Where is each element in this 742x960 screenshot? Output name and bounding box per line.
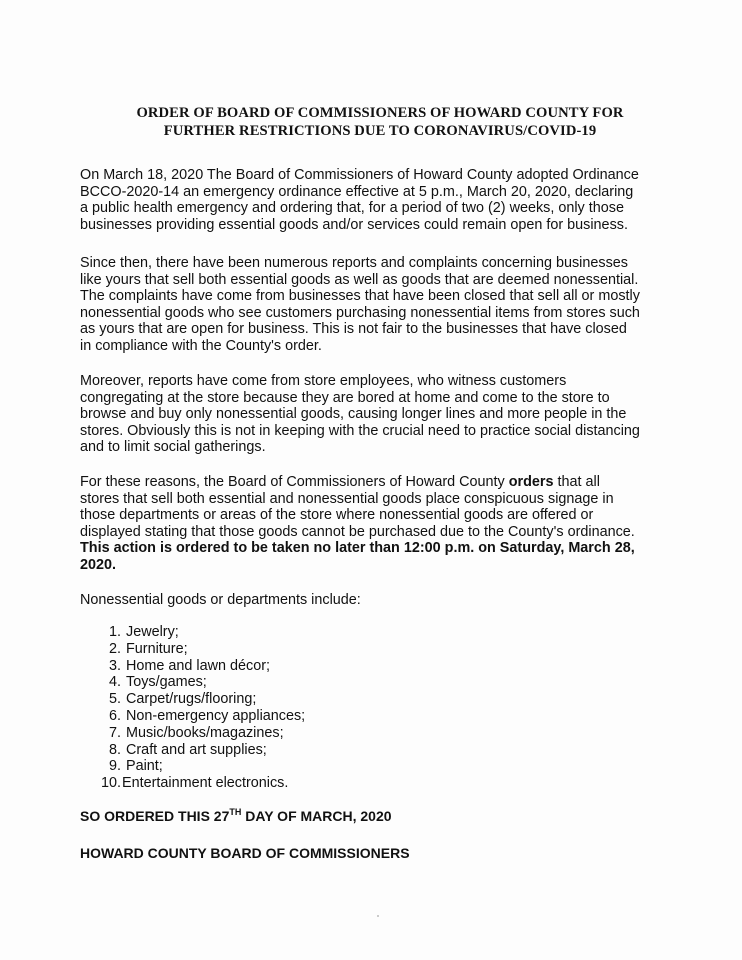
list-text: Home and lawn décor; (126, 657, 270, 674)
list-number: 4. (108, 674, 121, 691)
list-item (100, 775, 500, 792)
list-item (100, 691, 500, 708)
list-number: 3. (108, 657, 121, 674)
paragraph-ordinance-adoption (80, 167, 670, 233)
paragraph-order (80, 474, 670, 574)
list-intro: Nonessential goods or departments include: (80, 592, 361, 608)
paragraph-line: businesses providing essential goods and/or services could remain open for business. (80, 216, 628, 233)
deadline-line (80, 540, 670, 557)
paragraph-store-employees (80, 373, 670, 456)
list-number: 5. (108, 691, 121, 708)
list-item (100, 624, 500, 641)
ordered-text: DAY OF MARCH, 2020 (241, 808, 392, 824)
document-title (100, 104, 660, 140)
list-text: Toys/games; (126, 674, 207, 691)
ordinal-suffix: TH (229, 807, 242, 817)
order-text: that all (553, 474, 600, 490)
list-item (100, 758, 500, 775)
title-line: FURTHER RESTRICTIONS DUE TO CORONAVIRUS/COVID-19 (163, 123, 597, 139)
list-item (100, 658, 500, 675)
paragraph-line: On March 18, 2020 The Board of Commissioners of Howard County adopted Ordinance (80, 167, 639, 183)
list-text: Music/books/magazines; (126, 724, 284, 741)
signer-line: HOWARD COUNTY BOARD OF COMMISSIONERS (80, 845, 410, 861)
paragraph-line: browse and buy only nonessential goods, causing longer lines and more people in the (80, 406, 627, 423)
list-text: Craft and art supplies; (126, 741, 267, 758)
list-item (100, 674, 500, 691)
order-text: For these reasons, the Board of Commissioners of Howard County (80, 474, 509, 490)
list-number: 6. (108, 707, 121, 724)
deadline-text: This action is ordered to be taken no later than 12:00 p.m. on Saturday, March 28, (80, 540, 635, 557)
ordered-text: SO ORDERED THIS 27 (80, 808, 230, 824)
list-text: Paint; (126, 758, 163, 775)
list-text: Entertainment electronics. (122, 775, 289, 792)
deadline-line (80, 557, 670, 574)
list-number: 8. (108, 741, 121, 758)
list-number: 9. (108, 758, 121, 775)
paragraph-line: displayed stating that those goods cannot be purchased due to the County's ordinance. (80, 523, 635, 540)
paragraph-line (80, 474, 670, 491)
nonessential-goods-list (100, 624, 500, 792)
list-number: 10. (100, 775, 121, 792)
list-number: 1. (108, 624, 121, 640)
paragraph-line: as yours that are open for business. This is not fair to the businesses that have closed (80, 321, 627, 338)
list-text: Non-emergency appliances; (126, 707, 306, 724)
list-item (100, 708, 500, 725)
list-number: 7. (108, 724, 121, 741)
list-item (100, 725, 500, 742)
paragraph-line: BCCO-2020-14 an emergency ordinance effective at 5 p.m., March 20, 2020, declaring (80, 183, 634, 200)
paragraph-line: The complaints have come from businesses that have been closed that sell all or mostly (80, 288, 640, 305)
list-item (100, 742, 500, 759)
paragraph-line: Moreover, reports have come from store employees, who witness customers (80, 373, 567, 389)
paragraph-line: stores that sell both essential and nonessential goods place conspicuous signage in (80, 490, 614, 507)
paragraph-line: Since then, there have been numerous reports and complaints concerning businesses (80, 255, 628, 271)
paragraph-complaints (80, 255, 670, 355)
so-ordered-line (80, 808, 392, 824)
paragraph-line: like yours that sell both essential goods as well as goods that are deemed nonessential. (80, 271, 639, 288)
paragraph-line: those departments or areas of the store where nonessential goods are offered or (80, 507, 594, 524)
list-text: Furniture; (126, 640, 188, 657)
list-number: 2. (108, 640, 121, 657)
paragraph-line: and to limit social gatherings. (80, 439, 266, 456)
title-line: ORDER OF BOARD OF COMMISSIONERS OF HOWARD COUNTY FOR (136, 105, 624, 121)
deadline-text: 2020. (80, 556, 117, 573)
orders-emphasis: orders (508, 474, 554, 490)
paragraph-line: in compliance with the County's order. (80, 337, 322, 354)
list-text: Carpet/rugs/flooring; (126, 691, 257, 708)
list-text: Jewelry; (126, 624, 179, 640)
list-item (100, 641, 500, 658)
paragraph-line: stores. Obviously this is not in keeping with the crucial need to practice social distancing (80, 422, 640, 439)
paragraph-line: nonessential goods who see customers purchasing nonessential items from stores such (80, 304, 640, 321)
paragraph-line: a public health emergency and ordering that, for a period of two (2) weeks, only those (80, 200, 624, 217)
paragraph-line: congregating at the store because they are bored at home and come to the store to (80, 389, 610, 406)
scan-speck (377, 915, 379, 917)
